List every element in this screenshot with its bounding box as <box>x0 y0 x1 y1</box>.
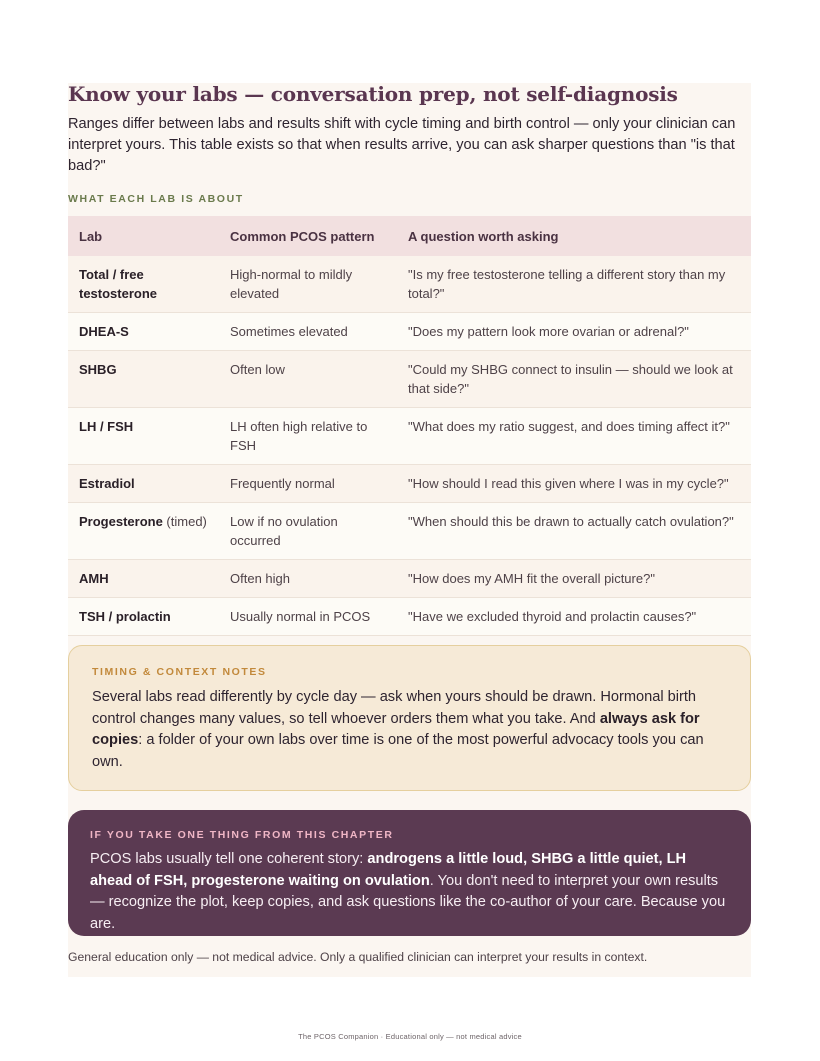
lab-name: TSH / prolactin <box>79 609 171 624</box>
column-header-lab: Lab <box>68 216 219 256</box>
question-cell: "When should this be drawn to actually catch ovulation?" <box>397 503 751 560</box>
lab-name: AMH <box>79 571 109 586</box>
lab-name: DHEA-S <box>79 324 129 339</box>
lab-name-cell <box>68 313 219 351</box>
takeaway-text-emphasis: androgens a little loud, SHBG a little quiet, LH ahead of FSH, progesterone waiting on ovulation <box>90 851 687 889</box>
section-label: WHAT EACH LAB IS ABOUT <box>68 193 244 205</box>
lab-name-cell <box>68 351 219 408</box>
lab-name-cell <box>68 598 219 636</box>
intro-paragraph: Ranges differ between labs and results shift with cycle timing and birth control — only your clinician can interpret yours. This table exists so that when results arrive, you can ask sharper questions than "is that bad?" <box>68 116 736 174</box>
takeaway-text-end: . You don't need to interpret your own results — recognize the plot, keep copies, and ask questions like the co-author of your care. Because you are. <box>90 872 726 932</box>
lab-name: SHBG <box>79 362 117 377</box>
key-takeaway-text <box>90 849 729 935</box>
lab-name: Total / free testosterone <box>79 267 158 301</box>
timing-text-emphasis: always ask for copies <box>92 710 700 748</box>
pattern-cell: Often low <box>219 351 397 408</box>
pattern-cell: Usually normal in PCOS <box>219 598 397 636</box>
column-header-pattern: Common PCOS pattern <box>219 216 397 256</box>
page-footer: The PCOS Companion · Educational only — not medical advice <box>298 1032 522 1041</box>
labs-table <box>68 216 751 636</box>
pattern-cell: Often high <box>219 560 397 598</box>
pattern-cell: LH often high relative to FSH <box>219 408 397 465</box>
table-row <box>68 351 751 408</box>
timing-notes-callout <box>68 645 751 791</box>
table-row <box>68 408 751 465</box>
column-header-question: A question worth asking <box>397 216 751 256</box>
lab-name: Progesterone <box>79 514 163 529</box>
takeaway-text-start: PCOS labs usually tell one coherent story: <box>90 851 368 867</box>
lab-name-cell <box>68 465 219 503</box>
lab-name: Estradiol <box>79 476 135 491</box>
lab-name-cell <box>68 256 219 313</box>
timing-notes-label: TIMING & CONTEXT NOTES <box>92 666 267 678</box>
key-takeaway-callout <box>68 810 751 936</box>
table-row <box>68 256 751 313</box>
lab-name-cell <box>68 503 219 560</box>
table-row <box>68 560 751 598</box>
disclaimer: General education only — not medical advice. Only a qualified clinician can interpret your results in context. <box>68 950 648 964</box>
table-row <box>68 465 751 503</box>
table-row <box>68 313 751 351</box>
pattern-cell: Low if no ovulation occurred <box>219 503 397 560</box>
table-row <box>68 503 751 560</box>
question-cell: "What does my ratio suggest, and does timing affect it?" <box>397 408 751 465</box>
pattern-cell: Frequently normal <box>219 465 397 503</box>
timing-notes-text <box>92 687 727 773</box>
table-row <box>68 598 751 636</box>
timing-text-start: Several labs read differently by cycle day — ask when yours should be drawn. Hormonal birth control changes many values, so tell whoever orders them what you take. And <box>92 689 697 727</box>
question-cell: "Does my pattern look more ovarian or adrenal?" <box>397 313 751 351</box>
key-takeaway-label: IF YOU TAKE ONE THING FROM THIS CHAPTER <box>90 829 394 841</box>
lab-name-cell <box>68 408 219 465</box>
table-header-row <box>68 216 751 256</box>
pattern-cell: High-normal to mildly elevated <box>219 256 397 313</box>
page-title: Know your labs — conversation prep, not self-diagnosis <box>68 82 678 106</box>
lab-name-cell <box>68 560 219 598</box>
question-cell: "Could my SHBG connect to insulin — should we look at that side?" <box>397 351 751 408</box>
timing-text-end: : a folder of your own labs over time is one of the most powerful advocacy tools you can own. <box>92 732 704 770</box>
question-cell: "How does my AMH fit the overall picture?" <box>397 560 751 598</box>
question-cell: "Is my free testosterone telling a different story than my total?" <box>397 256 751 313</box>
question-cell: "How should I read this given where I was in my cycle?" <box>397 465 751 503</box>
question-cell: "Have we excluded thyroid and prolactin causes?" <box>397 598 751 636</box>
lab-qualifier: (timed) <box>162 514 207 529</box>
lab-name: LH / FSH <box>79 419 134 434</box>
pattern-cell: Sometimes elevated <box>219 313 397 351</box>
